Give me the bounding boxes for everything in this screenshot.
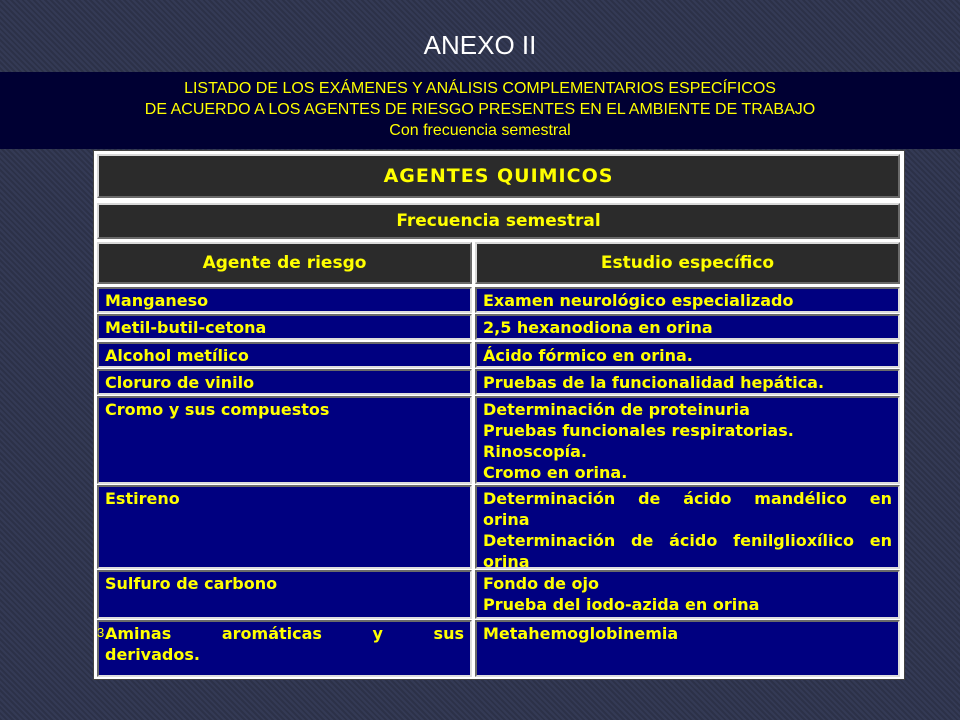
study-text: Determinación de proteinuria xyxy=(483,400,750,419)
study-cell xyxy=(475,396,900,484)
table-heading: AGENTES QUIMICOS xyxy=(97,154,900,198)
study-text: Pruebas funcionales respiratorias. xyxy=(483,421,794,440)
agent-text: Estireno xyxy=(105,489,180,508)
page-number: 3 xyxy=(97,625,105,640)
study-cell xyxy=(475,570,900,619)
agent-text: Manganeso xyxy=(105,291,209,310)
agent-cell xyxy=(97,570,472,619)
study-cell xyxy=(475,620,900,677)
study-cell xyxy=(475,485,900,569)
page-title: ANEXO II xyxy=(423,30,537,60)
agent-cell xyxy=(97,369,472,395)
agents-table xyxy=(93,150,905,680)
column-header-study: Estudio específico xyxy=(475,242,900,284)
study-text: Pruebas de la funcionalidad hepática. xyxy=(483,373,825,392)
study-text: Prueba del iodo-azida en orina xyxy=(483,595,760,614)
column-header-agent: Agente de riesgo xyxy=(97,242,472,284)
agent-text: Sulfuro de carbono xyxy=(105,574,278,593)
study-text: Ácido fórmico en orina. xyxy=(483,346,693,365)
subtitle-line-3: Con frecuencia semestral xyxy=(389,122,571,139)
study-cell xyxy=(475,342,900,368)
study-text: Fondo de ojo xyxy=(483,574,600,593)
study-cell xyxy=(475,287,900,313)
agent-cell xyxy=(97,485,472,569)
agent-cell xyxy=(97,287,472,313)
agent-text: Alcohol metílico xyxy=(105,346,249,365)
study-text: orina xyxy=(483,510,530,529)
agent-cell xyxy=(97,342,472,368)
frequency-heading: Frecuencia semestral xyxy=(97,203,900,239)
agent-cell xyxy=(97,314,472,340)
study-text: 2,5 hexanodiona en orina xyxy=(483,318,713,337)
agent-text: Cromo y sus compuestos xyxy=(105,400,330,419)
study-text: orina xyxy=(483,552,530,569)
agent-cell xyxy=(97,396,472,484)
agent-text: Metil-butil-cetona xyxy=(105,318,267,337)
subtitle-line-1: LISTADO DE LOS EXÁMENES Y ANÁLISIS COMPLEMENTARIOS ESPECÍFICOS xyxy=(184,80,776,97)
study-text: Rinoscopía. xyxy=(483,442,587,461)
study-text: Determinación de ácido mandélico en xyxy=(483,489,892,508)
agent-text: Aminas aromáticas y sus xyxy=(105,624,464,643)
subtitle-line-2: DE ACUERDO A LOS AGENTES DE RIESGO PRESENTES EN EL AMBIENTE DE TRABAJO xyxy=(144,101,816,118)
agent-text: Cloruro de vinilo xyxy=(105,373,255,392)
study-cell xyxy=(475,314,900,340)
study-text: Cromo en orina. xyxy=(483,463,628,482)
agent-cell xyxy=(97,620,472,677)
study-text: Examen neurológico especializado xyxy=(483,291,794,310)
study-text: Metahemoglobinemia xyxy=(483,624,679,643)
study-cell xyxy=(475,369,900,395)
study-text: Determinación de ácido fenilglioxílico en xyxy=(483,531,892,550)
agent-text: derivados. xyxy=(105,645,200,664)
subtitle-band xyxy=(0,72,960,149)
